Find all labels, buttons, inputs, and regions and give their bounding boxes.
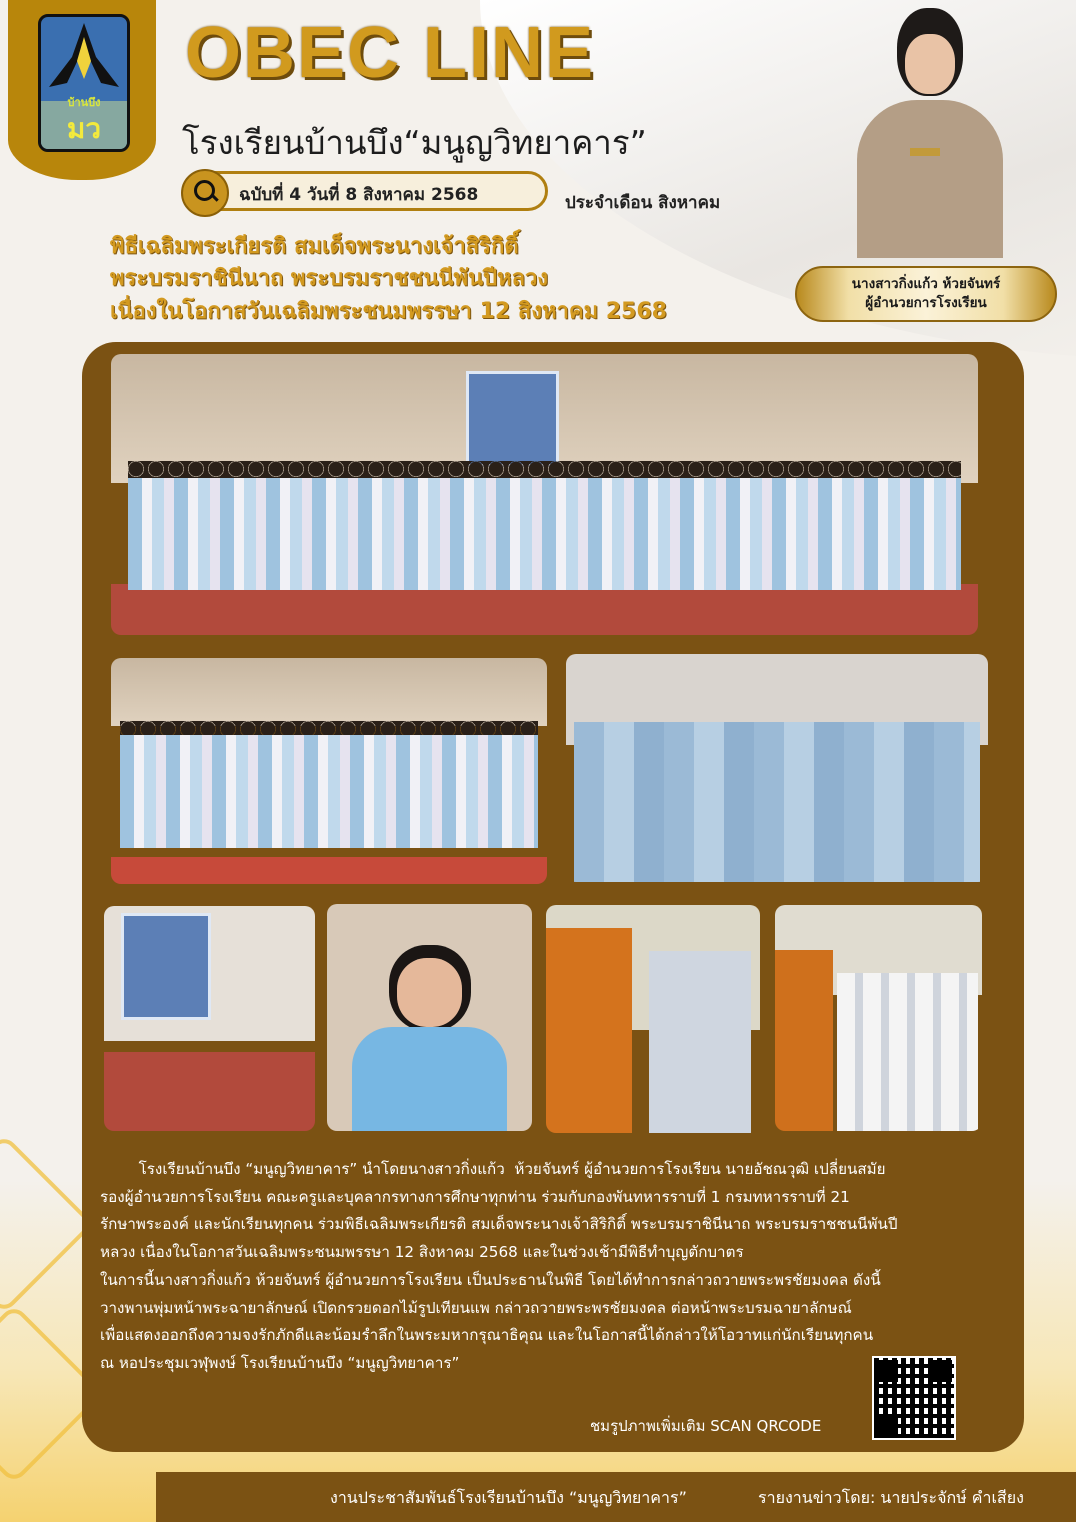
photo-director-signing xyxy=(327,904,532,1131)
body-line: โรงเรียนบ้านบึง “มนูญวิทยาคาร” นำโดยนางสาวกิ่งแก้ว ห้วยจันทร์ ผู้อำนวยการโรงเรียน นายอัชณวุฒิ เปลี่ยนสมัย xyxy=(100,1160,886,1178)
body-line: วางพานพุ่มหน้าพระฉายาลักษณ์ เปิดกรวยดอกไม้รูปเทียนแพ กล่าวถวายพระพรชัยมงคล ต่อหน้าพระบรมฉายาลักษณ์ xyxy=(100,1298,852,1317)
director-nameplate xyxy=(795,266,1057,322)
school-name: โรงเรียนบ้านบึง“มนูญวิทยาคาร” xyxy=(182,123,647,162)
photo-group-ceremony xyxy=(111,354,978,635)
body-line: รักษาพระองค์ และนักเรียนทุกคน ร่วมพิธีเฉลิมพระเกียรติ สมเด็จพระนางเจ้าสิริกิติ์ พระบรมราชินีนาถ พระบรมราชชนนีพันปี xyxy=(100,1215,898,1234)
body-line: รองผู้อำนวยการโรงเรียน คณะครูและบุคลากรทางการศึกษาทุกท่าน ร่วมกับกองพันทหารราบที่ 1 กรมทหารราบที่ 21 xyxy=(100,1187,850,1206)
logo-big-text: มว xyxy=(66,112,102,145)
school-logo xyxy=(38,14,130,152)
headline-line-2: พระบรมราชินีนาถ พระบรมราชชนนีพันปีหลวง xyxy=(110,266,549,291)
photo-students-alms xyxy=(775,905,982,1131)
director-position: ผู้อำนวยการโรงเรียน xyxy=(865,295,987,311)
headline-line-3: เนื่องในโอกาสวันเฉลิมพระชนมพรรษา 12 สิงหาคม 2568 xyxy=(110,299,667,324)
monthly-label: ประจำเดือน สิงหาคม xyxy=(565,193,721,213)
photo-portrait-altar xyxy=(104,906,315,1131)
body-line: หลวง เนื่องในโอกาสวันเฉลิมพระชนมพรรษา 12 สิงหาคม 2568 และในช่วงเช้ามีพิธีทำบุญตักบาตร xyxy=(100,1243,744,1262)
issue-info: ฉบับที่ 4 วันที่ 8 สิงหาคม 2568 xyxy=(239,185,479,205)
director-name: นางสาวกิ่งแก้ว ห้วยจันทร์ xyxy=(851,276,1001,292)
logo-small-text: บ้านบึง xyxy=(67,96,101,109)
page-title: OBEC LINE xyxy=(185,13,596,93)
body-line: ณ หอประชุมเวฬุพงษ์ โรงเรียนบ้านบึง “มนูญวิทยาคาร” xyxy=(100,1353,460,1372)
search-icon xyxy=(181,169,229,217)
article-body xyxy=(100,1156,1010,1378)
body-line: เพื่อแสดงออกถึงความจงรักภักดีและน้อมรำลึกในพระมหากรุณาธิคุณ และในโอกาสนี้ได้กล่าวให้โอวาทแก่นักเรียนทุกคน xyxy=(100,1326,874,1345)
body-line: ในการนี้นางสาวกิ่งแก้ว ห้วยจันทร์ ผู้อำนวยการโรงเรียน เป็นประธานในพิธี โดยได้ทำการกล่าวถวายพระพรชัยมงคล ดังนี้ xyxy=(100,1270,881,1289)
footer-department: งานประชาสัมพันธ์โรงเรียนบ้านบึง “มนูญวิทยาคาร” xyxy=(330,1488,687,1507)
footer-reporter: รายงานข่าวโดย: นายประจักษ์ คำเสียง xyxy=(758,1488,1024,1507)
photo-alms-giving xyxy=(546,905,760,1133)
director-photo xyxy=(855,8,1005,258)
issue-pill xyxy=(182,171,548,211)
photo-director-standing xyxy=(566,654,988,882)
qr-code[interactable] xyxy=(872,1356,956,1440)
scan-qr-label: ชมรูปภาพเพิ่มเติม SCAN QRCODE xyxy=(590,1417,822,1435)
headline-line-1: พิธีเฉลิมพระเกียรติ สมเด็จพระนางเจ้าสิริกิติ์ xyxy=(110,234,519,259)
photo-assembly-hall xyxy=(111,658,547,884)
